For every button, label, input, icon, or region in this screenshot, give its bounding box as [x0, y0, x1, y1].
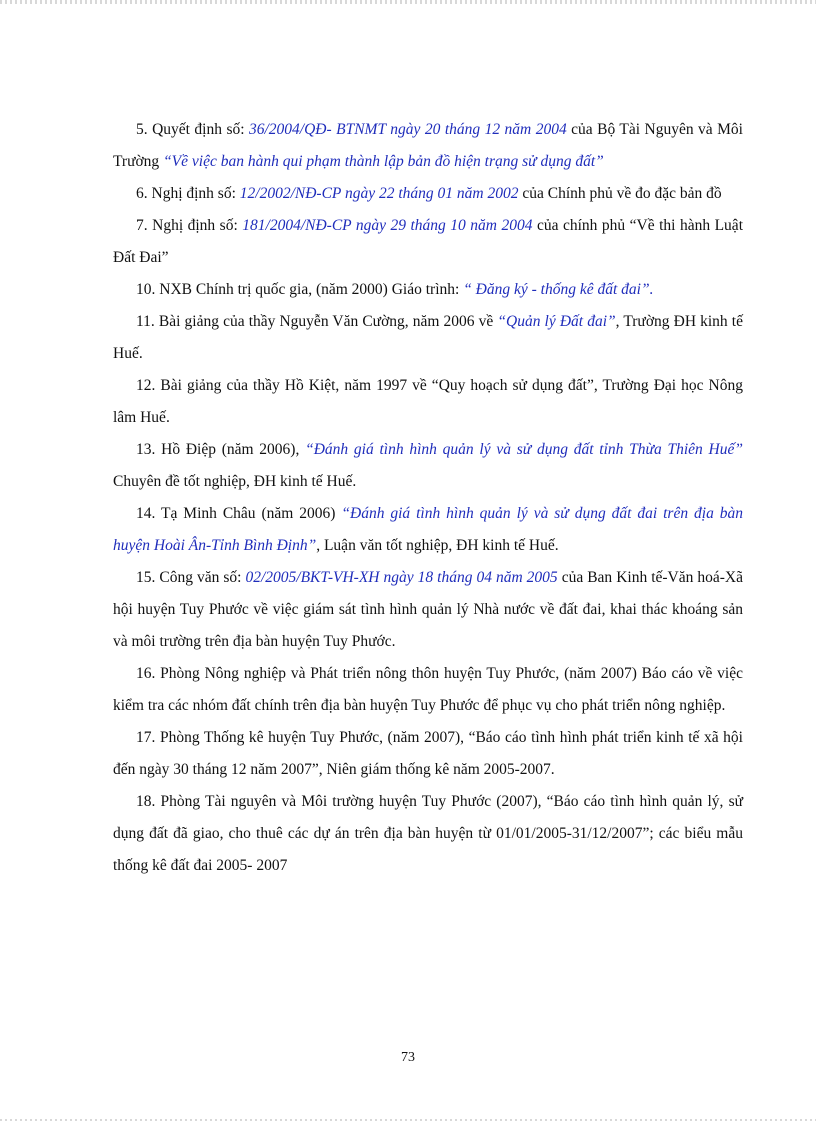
- reference-text: Chuyên đề tốt nghiệp, ĐH kinh tế Huế.: [113, 473, 357, 490]
- reference-item-7: [113, 210, 743, 274]
- reference-text: 13. Hồ Điệp (năm 2006),: [136, 441, 306, 458]
- reference-italic-text: “Quản lý Đất đai”: [497, 313, 616, 330]
- reference-text: 7. Nghị định số:: [136, 217, 243, 234]
- reference-text: 15. Công văn số:: [136, 569, 246, 586]
- reference-text: của Ban Kinh tế-Văn hoá-Xã hội huyện Tuy Phước về việc giám sát tình hình quản lý Nhà nước về đất đai, khai thác khoáng sản và môi trường trên địa bàn huyện Tuy Phước.: [113, 569, 743, 650]
- reference-text: của Chính phủ về đo đặc bản đồ: [518, 185, 722, 202]
- reference-italic-text: “ Đăng ký - thống kê đất đai”.: [463, 281, 654, 298]
- reference-item-15: [113, 562, 743, 658]
- page-number: 73: [401, 1050, 415, 1065]
- reference-text: 14. Tạ Minh Châu (năm 2006): [136, 505, 342, 522]
- reference-item-10: [113, 274, 743, 306]
- reference-item-5: [113, 114, 743, 178]
- reference-item-14: [113, 498, 743, 562]
- reference-item-6: [113, 178, 743, 210]
- reference-text: của chính phủ “Về thi hành Luật Đất Đai”: [113, 217, 743, 266]
- header-dotted-rule: [0, 0, 816, 4]
- reference-item-13: [113, 434, 743, 498]
- footer-dotted-rule: [0, 1119, 816, 1121]
- reference-italic-text: 36/2004/QĐ- BTNMT ngày 20 tháng 12 năm 2004: [249, 121, 567, 138]
- reference-text: 6. Nghị định số:: [136, 185, 240, 202]
- reference-text: 18. Phòng Tài nguyên và Môi trường huyện Tuy Phước (2007), “Báo cáo tình hình quản lý, sử dụng đất đã giao, cho thuê các dự án trên địa bàn huyện từ 01/01/2005-31/12/2007”; các biểu mẫu thống kê đất đai 2005- 2007: [113, 793, 743, 874]
- reference-item-11: [113, 306, 743, 370]
- reference-text: 16. Phòng Nông nghiệp và Phát triển nông thôn huyện Tuy Phước, (năm 2007) Báo cáo về việc kiểm tra các nhóm đất chính trên địa bàn huyện Tuy Phước để phục vụ cho phát triển nông nghiệp.: [113, 665, 743, 714]
- reference-item-18: [113, 786, 743, 882]
- reference-item-12: [113, 370, 743, 434]
- reference-italic-text: 12/2002/NĐ-CP ngày 22 tháng 01 năm 2002: [239, 185, 519, 202]
- reference-italic-text: 02/2005/BKT-VH-XH ngày 18 tháng 04 năm 2005: [245, 569, 558, 586]
- reference-item-16: [113, 658, 743, 722]
- reference-text: , Luận văn tốt nghiệp, ĐH kinh tế Huế.: [316, 537, 559, 554]
- reference-italic-text: “Đánh giá tình hình quản lý và sử dụng đất tỉnh Thừa Thiên Huế”: [305, 441, 743, 458]
- reference-text: , Trường ĐH kinh tế Huế.: [113, 313, 743, 362]
- reference-item-17: [113, 722, 743, 786]
- reference-text: 17. Phòng Thống kê huyện Tuy Phước, (năm 2007), “Báo cáo tình hình phát triển kinh tế xã hội đến ngày 30 tháng 12 năm 2007”, Niên giám thống kê năm 2005-2007.: [113, 729, 743, 778]
- reference-text: 5. Quyết định số:: [136, 121, 249, 138]
- reference-text: của Bộ Tài Nguyên và Môi Trường: [113, 121, 743, 170]
- reference-text: 10. NXB Chính trị quốc gia, (năm 2000) Giáo trình:: [136, 281, 464, 298]
- reference-italic-text: “Đánh giá tình hình quản lý và sử dụng đất đai trên địa bàn huyện Hoài Ân-Tỉnh Bình Định”: [113, 505, 743, 554]
- reference-italic-text: 181/2004/NĐ-CP ngày 29 tháng 10 năm 2004: [242, 217, 533, 234]
- reference-italic-text: “Về việc ban hành qui phạm thành lập bản đồ hiện trạng sử dụng đất”: [163, 153, 604, 170]
- reference-text: 11. Bài giảng của thầy Nguyễn Văn Cường, năm 2006 về: [136, 313, 498, 330]
- reference-list: [113, 114, 743, 882]
- reference-text: 12. Bài giảng của thầy Hồ Kiệt, năm 1997 về “Quy hoạch sử dụng đất”, Trường Đại học Nông lâm Huế.: [113, 377, 743, 426]
